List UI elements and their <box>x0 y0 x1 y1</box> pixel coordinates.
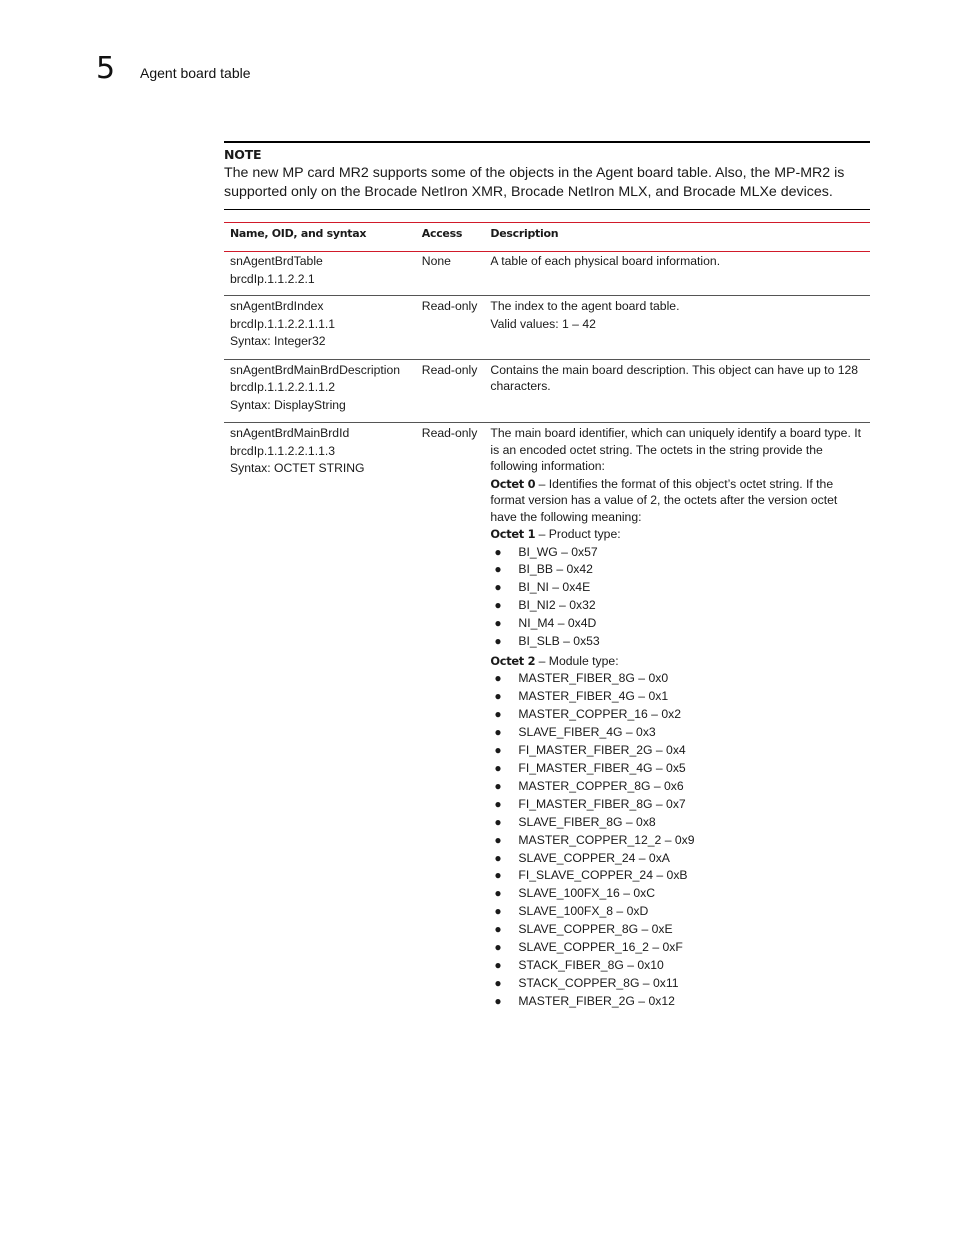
bullet-icon: ● <box>494 814 502 829</box>
access-cell: Read-only <box>416 359 485 423</box>
bullet-icon: ● <box>494 725 502 740</box>
agent-board-table <box>224 222 870 1021</box>
object-name: snAgentBrdMainBrdDescription <box>230 362 401 377</box>
description-cell <box>484 296 870 360</box>
object-syntax: Syntax: OCTET STRING <box>230 461 365 475</box>
bullet-icon: ● <box>494 707 502 722</box>
list-item <box>490 903 864 921</box>
description-cell <box>484 359 870 423</box>
bullet-icon: ● <box>494 904 502 919</box>
list-item <box>490 885 864 903</box>
list-item <box>490 921 864 939</box>
bullet-icon: ● <box>494 689 502 704</box>
description-cell <box>484 252 870 296</box>
chapter-title: Agent board table <box>140 65 251 81</box>
access-cell: None <box>416 252 485 296</box>
list-item-text: NI_M4 – 0x4D <box>518 616 597 631</box>
description-intro: The main board identifier, which can uniquely identify a board type. It is an encoded octet string. The octets in the string provide the following information: <box>490 426 861 473</box>
list-item-text: BI_WG – 0x57 <box>518 544 598 559</box>
table-row <box>224 296 870 360</box>
list-item-text: FI_MASTER_FIBER_4G – 0x5 <box>518 760 686 775</box>
list-item <box>490 796 864 814</box>
list-item-text: FI_SLAVE_COPPER_24 – 0xB <box>518 868 688 883</box>
description-cell <box>484 423 870 1021</box>
column-header-description: Description <box>484 223 870 252</box>
list-item-text: FI_MASTER_FIBER_8G – 0x7 <box>518 796 686 811</box>
list-item-text: MASTER_FIBER_2G – 0x12 <box>518 993 675 1008</box>
list-item <box>490 688 864 706</box>
access-cell: Read-only <box>416 296 485 360</box>
bullet-icon: ● <box>494 598 502 613</box>
access-cell: Read-only <box>421 426 478 440</box>
note-heading: NOTE <box>224 147 262 162</box>
module-type-list <box>490 670 864 1010</box>
list-item <box>490 760 864 778</box>
list-item <box>490 957 864 975</box>
octet0-text: – Identifies the format of this object’s octet string. If the format version has a value of 2, the octets after the version octet have the following meaning: <box>490 476 838 524</box>
list-item-text: SLAVE_100FX_8 – 0xD <box>518 904 649 919</box>
bullet-icon: ● <box>494 544 502 559</box>
object-name: snAgentBrdTable <box>230 254 323 268</box>
list-item-text: SLAVE_COPPER_16_2 – 0xF <box>518 940 683 955</box>
bullet-icon: ● <box>494 562 502 577</box>
list-item <box>490 544 864 562</box>
octet1-paragraph <box>490 526 864 543</box>
octet2-paragraph <box>490 653 864 670</box>
list-item-text: MASTER_COPPER_16 – 0x2 <box>518 707 681 722</box>
list-item <box>490 615 864 633</box>
description-text: The index to the agent board table. <box>490 299 680 313</box>
list-item <box>490 867 864 885</box>
name-cell <box>224 252 416 296</box>
list-item-text: MASTER_FIBER_4G – 0x1 <box>518 689 669 704</box>
list-item-text: STACK_COPPER_8G – 0x11 <box>518 975 679 990</box>
list-item-text: BI_NI2 – 0x32 <box>518 598 596 613</box>
list-item-text: MASTER_FIBER_8G – 0x0 <box>518 671 669 686</box>
column-header-name: Name, OID, and syntax <box>224 223 416 252</box>
list-item <box>490 724 864 742</box>
bullet-icon: ● <box>494 796 502 811</box>
bullet-icon: ● <box>494 832 502 847</box>
list-item <box>490 975 864 993</box>
bullet-icon: ● <box>494 975 502 990</box>
list-item-text: FI_MASTER_FIBER_2G – 0x4 <box>518 743 686 758</box>
list-item <box>490 778 864 796</box>
list-item <box>490 832 864 850</box>
list-item <box>490 706 864 724</box>
note-box <box>224 141 870 210</box>
octet1-label: Octet 1 <box>490 527 536 541</box>
product-type-list <box>490 544 864 651</box>
list-item <box>490 670 864 688</box>
list-item-text: MASTER_COPPER_8G – 0x6 <box>518 778 684 793</box>
table-row <box>224 423 870 1021</box>
name-cell <box>224 423 416 1021</box>
list-item-text: SLAVE_FIBER_8G – 0x8 <box>518 814 656 829</box>
bullet-icon: ● <box>494 616 502 631</box>
list-item-text: SLAVE_COPPER_24 – 0xA <box>518 850 670 865</box>
bullet-icon: ● <box>494 868 502 883</box>
list-item <box>490 814 864 832</box>
bullet-icon: ● <box>494 778 502 793</box>
bullet-icon: ● <box>494 760 502 775</box>
octet2-label: Octet 2 <box>490 653 536 668</box>
description-text: A table of each physical board information. <box>490 254 721 268</box>
object-oid: brcdIp.1.1.2.2.1.1.1 <box>230 316 336 331</box>
list-item <box>490 939 864 957</box>
octet2-text: – Module type: <box>535 653 619 668</box>
bullet-icon: ● <box>494 580 502 595</box>
object-name: snAgentBrdIndex <box>230 299 324 313</box>
list-item-text: BI_BB – 0x42 <box>518 562 593 577</box>
bullet-icon: ● <box>494 940 502 955</box>
list-item <box>490 561 864 579</box>
object-syntax: Syntax: DisplayString <box>230 397 346 412</box>
bullet-icon: ● <box>494 886 502 901</box>
list-item <box>490 993 864 1011</box>
list-item-text: BI_NI – 0x4E <box>518 580 591 595</box>
bullet-icon: ● <box>494 850 502 865</box>
list-item <box>490 633 864 651</box>
table-header-row <box>224 223 870 252</box>
list-item-text: SLAVE_100FX_16 – 0xC <box>518 886 656 901</box>
bullet-icon: ● <box>494 634 502 649</box>
valid-values-text: Valid values: 1 – 42 <box>490 316 596 331</box>
object-syntax: Syntax: Integer32 <box>230 334 326 348</box>
list-item <box>490 850 864 868</box>
description-text: Contains the main board description. This object can have up to 128 characters. <box>490 362 859 393</box>
list-item <box>490 597 864 615</box>
table-row <box>224 359 870 423</box>
column-header-access: Access <box>416 223 485 252</box>
octet1-text: – Product type: <box>535 527 621 541</box>
bullet-icon: ● <box>494 993 502 1008</box>
bullet-icon: ● <box>494 957 502 972</box>
list-item-text: STACK_FIBER_8G – 0x10 <box>518 957 664 972</box>
bullet-icon: ● <box>494 671 502 686</box>
table-row <box>224 252 870 296</box>
object-name: snAgentBrdMainBrdId <box>230 426 350 440</box>
list-item-text: BI_SLB – 0x53 <box>518 634 600 649</box>
bullet-icon: ● <box>494 922 502 937</box>
object-oid: brcdIp.1.1.2.2.1.1.2 <box>230 380 336 394</box>
list-item-text: MASTER_COPPER_12_2 – 0x9 <box>518 832 695 847</box>
list-item-text: SLAVE_FIBER_4G – 0x3 <box>518 725 656 740</box>
chapter-number: 5 <box>96 51 116 86</box>
object-oid: brcdIp.1.1.2.2.1 <box>230 271 315 286</box>
note-text: The new MP card MR2 supports some of the objects in the Agent board table. Also, the MP-MR2 is supported only on the Brocade NetIron XMR, Brocade NetIron MLX, and Brocade MLXe devices. <box>224 165 845 200</box>
object-oid: brcdIp.1.1.2.2.1.1.3 <box>230 443 336 458</box>
list-item <box>490 579 864 597</box>
bullet-icon: ● <box>494 743 502 758</box>
name-cell <box>224 296 416 360</box>
list-item-text: SLAVE_COPPER_8G – 0xE <box>518 922 673 937</box>
octet0-paragraph <box>490 476 864 526</box>
octet0-label: Octet 0 <box>490 476 536 491</box>
name-cell <box>224 359 416 423</box>
list-item <box>490 742 864 760</box>
